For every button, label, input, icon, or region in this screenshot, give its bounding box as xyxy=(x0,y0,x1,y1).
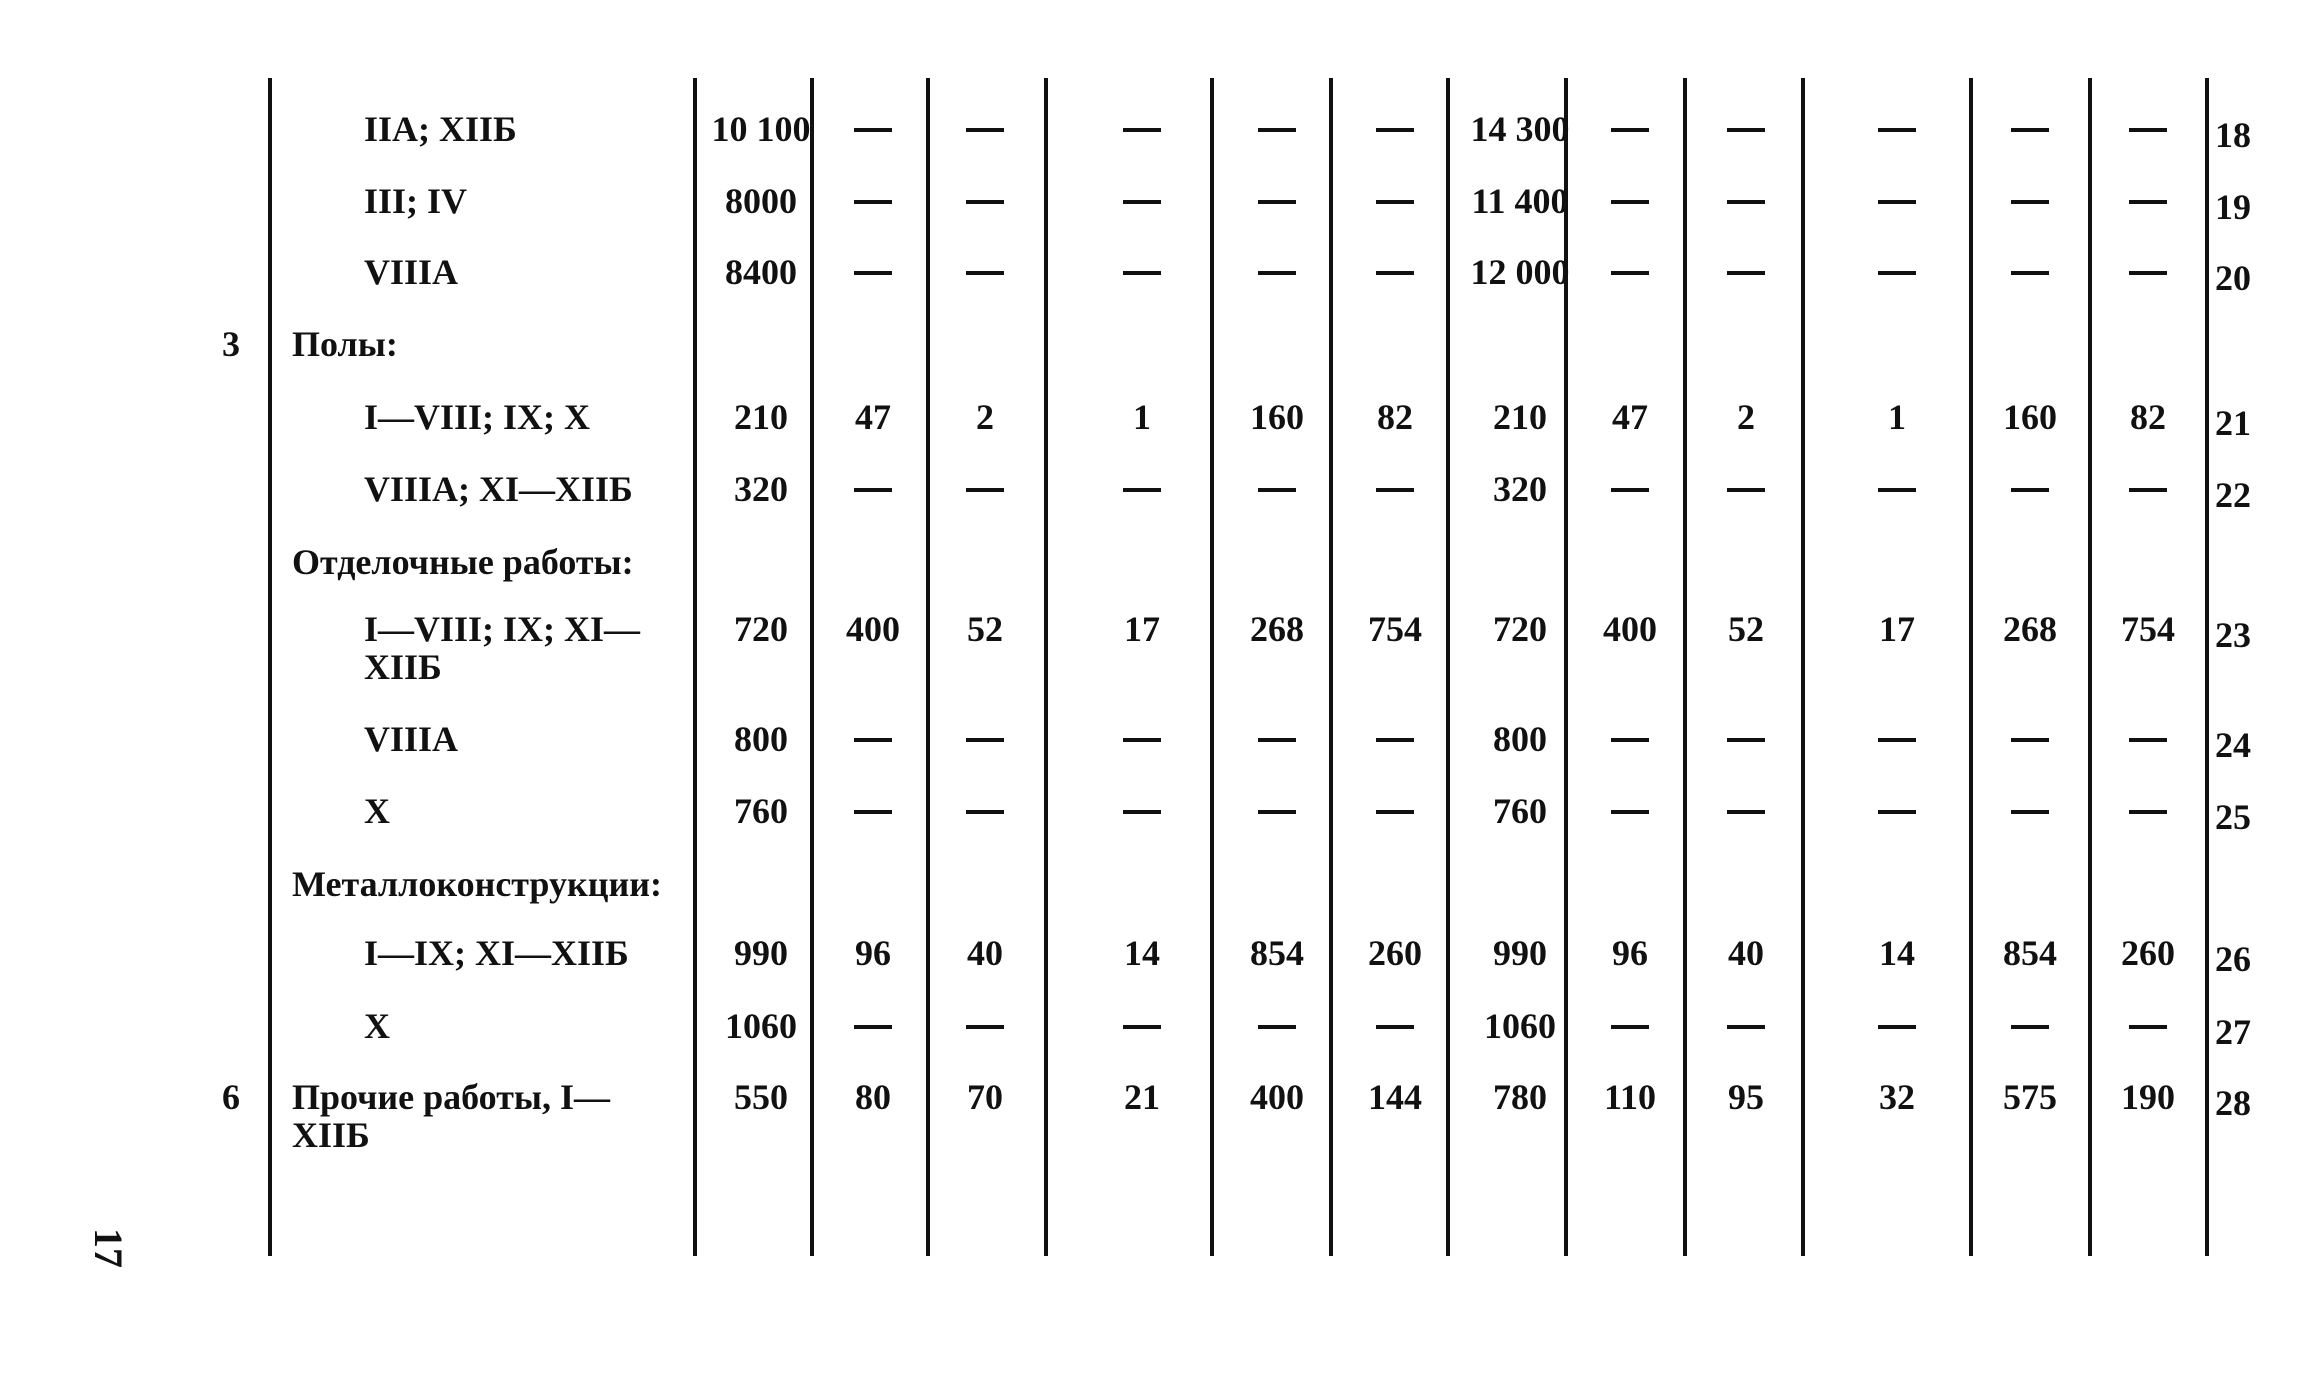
column-rule xyxy=(1210,78,1214,1256)
value-cell: 320 xyxy=(1493,469,1547,509)
value-cell: 320 xyxy=(734,469,788,509)
value-cell: 82 xyxy=(2130,397,2166,437)
dash-cell xyxy=(1970,1007,2090,1029)
row-number: 18 xyxy=(2215,115,2251,155)
dash-cell xyxy=(813,253,933,275)
dash-cell xyxy=(2088,792,2208,814)
value-cell: 854 xyxy=(1250,933,1304,973)
dash-cell xyxy=(1686,182,1806,204)
value-cell: 268 xyxy=(1250,609,1304,649)
dash-mark xyxy=(1258,488,1296,492)
dash-mark xyxy=(1611,200,1649,204)
dash-mark xyxy=(2011,271,2049,275)
dash-mark xyxy=(854,200,892,204)
dash-mark xyxy=(2011,488,2049,492)
dash-cell xyxy=(1082,253,1202,275)
dash-cell xyxy=(2088,182,2208,204)
dash-cell xyxy=(1335,470,1455,492)
column-rule xyxy=(693,78,697,1256)
value-cell: 160 xyxy=(1250,397,1304,437)
dash-mark xyxy=(2011,128,2049,132)
dash-mark xyxy=(2129,738,2167,742)
dash-cell xyxy=(925,110,1045,132)
row-number: 28 xyxy=(2215,1083,2251,1123)
dash-cell xyxy=(1335,253,1455,275)
dash-cell xyxy=(925,182,1045,204)
value-cell: 1060 xyxy=(1484,1006,1556,1046)
value-cell: 21 xyxy=(1124,1077,1160,1117)
dash-cell xyxy=(1837,253,1957,275)
value-cell: 2 xyxy=(1737,397,1755,437)
value-cell: 720 xyxy=(734,609,788,649)
value-cell: 52 xyxy=(967,609,1003,649)
row-number: 25 xyxy=(2215,797,2251,837)
dash-cell xyxy=(1217,110,1337,132)
dash-mark xyxy=(2129,200,2167,204)
value-cell: 550 xyxy=(734,1077,788,1117)
dash-mark xyxy=(1727,128,1765,132)
value-cell: 40 xyxy=(1728,933,1764,973)
value-cell: 760 xyxy=(734,791,788,831)
dash-mark xyxy=(854,128,892,132)
row-number: 21 xyxy=(2215,403,2251,443)
dash-cell xyxy=(1335,1007,1455,1029)
dash-cell xyxy=(1217,253,1337,275)
dash-mark xyxy=(1878,738,1916,742)
dash-cell xyxy=(1837,720,1957,742)
dash-cell xyxy=(1686,792,1806,814)
dash-cell xyxy=(925,792,1045,814)
value-cell: 2 xyxy=(976,397,994,437)
value-cell: 720 xyxy=(1493,609,1547,649)
row-number: 22 xyxy=(2215,475,2251,515)
dash-mark xyxy=(1727,200,1765,204)
dash-mark xyxy=(1123,128,1161,132)
dash-mark xyxy=(2129,810,2167,814)
value-cell: 210 xyxy=(1493,397,1547,437)
dash-cell xyxy=(1335,182,1455,204)
dash-mark xyxy=(1611,271,1649,275)
dash-cell xyxy=(1082,792,1202,814)
row-label: Отделочные работы: xyxy=(292,542,634,582)
dash-mark xyxy=(1376,200,1414,204)
dash-mark xyxy=(1611,1025,1649,1029)
value-cell: 110 xyxy=(1603,1077,1656,1117)
dash-cell xyxy=(1970,792,2090,814)
dash-mark xyxy=(1123,271,1161,275)
value-cell: 990 xyxy=(734,933,788,973)
dash-cell xyxy=(2088,720,2208,742)
dash-cell xyxy=(813,182,933,204)
dash-cell xyxy=(813,792,933,814)
dash-cell xyxy=(925,470,1045,492)
value-cell: 95 xyxy=(1728,1077,1764,1117)
value-cell: 14 300 xyxy=(1470,109,1570,149)
dash-mark xyxy=(966,488,1004,492)
value-cell: 1060 xyxy=(725,1006,797,1046)
value-cell: 14 xyxy=(1879,933,1915,973)
dash-mark xyxy=(966,200,1004,204)
dash-mark xyxy=(966,271,1004,275)
dash-cell xyxy=(1082,182,1202,204)
dash-mark xyxy=(854,1025,892,1029)
dash-cell xyxy=(1686,720,1806,742)
value-cell: 400 xyxy=(1250,1077,1304,1117)
dash-cell xyxy=(1970,182,2090,204)
row-label: VIIIА; XI—XIIБ xyxy=(364,469,633,509)
dash-cell xyxy=(925,1007,1045,1029)
dash-cell xyxy=(1335,792,1455,814)
dash-cell xyxy=(813,720,933,742)
row-label: VIIIА xyxy=(364,719,459,759)
dash-mark xyxy=(1123,200,1161,204)
dash-mark xyxy=(1611,810,1649,814)
dash-mark xyxy=(2129,1025,2167,1029)
dash-cell xyxy=(813,110,933,132)
value-cell: 96 xyxy=(855,933,891,973)
dash-mark xyxy=(1611,128,1649,132)
value-cell: 260 xyxy=(1368,933,1422,973)
dash-cell xyxy=(1335,720,1455,742)
dash-mark xyxy=(1611,738,1649,742)
dash-mark xyxy=(854,738,892,742)
row-label: X xyxy=(364,791,390,831)
dash-mark xyxy=(1376,1025,1414,1029)
value-cell: 47 xyxy=(855,397,891,437)
dash-mark xyxy=(1123,488,1161,492)
value-cell: 1 xyxy=(1133,397,1151,437)
dash-mark xyxy=(854,271,892,275)
dash-cell xyxy=(1686,1007,1806,1029)
dash-mark xyxy=(1727,738,1765,742)
value-cell: 190 xyxy=(2121,1077,2175,1117)
value-cell: 575 xyxy=(2003,1077,2057,1117)
dash-mark xyxy=(2011,1025,2049,1029)
value-cell: 80 xyxy=(855,1077,891,1117)
dash-cell xyxy=(2088,253,2208,275)
value-cell: 210 xyxy=(734,397,788,437)
row-number: 27 xyxy=(2215,1012,2251,1052)
value-cell: 52 xyxy=(1728,609,1764,649)
dash-mark xyxy=(966,738,1004,742)
dash-mark xyxy=(1376,488,1414,492)
row-label: IIА; XIIБ xyxy=(364,109,517,149)
page-number: 17 xyxy=(86,1228,131,1268)
dash-cell xyxy=(925,253,1045,275)
dash-mark xyxy=(1376,271,1414,275)
dash-mark xyxy=(1878,488,1916,492)
value-cell: 754 xyxy=(1368,609,1422,649)
dash-mark xyxy=(1878,810,1916,814)
dash-mark xyxy=(966,128,1004,132)
dash-mark xyxy=(1727,488,1765,492)
value-cell: 754 xyxy=(2121,609,2175,649)
value-cell: 14 xyxy=(1124,933,1160,973)
dash-mark xyxy=(1376,738,1414,742)
dash-cell xyxy=(1570,720,1690,742)
row-number: 20 xyxy=(2215,258,2251,298)
dash-cell xyxy=(1217,720,1337,742)
dash-mark xyxy=(1878,271,1916,275)
dash-mark xyxy=(1376,128,1414,132)
value-cell: 17 xyxy=(1124,609,1160,649)
dash-cell xyxy=(1082,720,1202,742)
dash-cell xyxy=(1570,470,1690,492)
dash-mark xyxy=(2129,128,2167,132)
value-cell: 47 xyxy=(1612,397,1648,437)
value-cell: 268 xyxy=(2003,609,2057,649)
dash-mark xyxy=(1611,488,1649,492)
dash-cell xyxy=(1335,110,1455,132)
dash-mark xyxy=(1258,1025,1296,1029)
value-cell: 1 xyxy=(1888,397,1906,437)
value-cell: 144 xyxy=(1368,1077,1422,1117)
value-cell: 760 xyxy=(1493,791,1547,831)
value-cell: 10 100 xyxy=(711,109,811,149)
dash-cell xyxy=(813,470,933,492)
dash-mark xyxy=(1258,810,1296,814)
section-number: 6 xyxy=(222,1077,240,1117)
dash-mark xyxy=(1123,810,1161,814)
dash-cell xyxy=(1970,720,2090,742)
dash-cell xyxy=(1217,792,1337,814)
row-number: 26 xyxy=(2215,939,2251,979)
dash-cell xyxy=(1970,110,2090,132)
value-cell: 780 xyxy=(1493,1077,1547,1117)
value-cell: 40 xyxy=(967,933,1003,973)
value-cell: 400 xyxy=(846,609,900,649)
dash-cell xyxy=(1837,470,1957,492)
dash-mark xyxy=(1878,128,1916,132)
row-label: III; IV xyxy=(364,181,468,221)
row-number: 24 xyxy=(2215,725,2251,765)
dash-cell xyxy=(1082,110,1202,132)
dash-cell xyxy=(1837,1007,1957,1029)
dash-cell xyxy=(1837,792,1957,814)
dash-cell xyxy=(2088,110,2208,132)
dash-cell xyxy=(1217,182,1337,204)
dash-cell xyxy=(1970,470,2090,492)
dash-mark xyxy=(2129,271,2167,275)
dash-mark xyxy=(2129,488,2167,492)
dash-cell xyxy=(1686,470,1806,492)
row-number: 19 xyxy=(2215,187,2251,227)
dash-cell xyxy=(1570,792,1690,814)
dash-mark xyxy=(1878,1025,1916,1029)
dash-cell xyxy=(1570,253,1690,275)
value-cell: 82 xyxy=(1377,397,1413,437)
dash-cell xyxy=(1837,182,1957,204)
value-cell: 11 400 xyxy=(1471,181,1569,221)
value-cell: 8400 xyxy=(725,252,797,292)
dash-mark xyxy=(1123,1025,1161,1029)
row-label: Прочие работы, I— XIIБ xyxy=(292,1077,610,1155)
dash-cell xyxy=(813,1007,933,1029)
dash-mark xyxy=(1123,738,1161,742)
dash-cell xyxy=(1837,110,1957,132)
row-label: Полы: xyxy=(292,324,398,364)
dash-mark xyxy=(854,488,892,492)
row-label: Металлоконструкции: xyxy=(292,864,662,904)
dash-mark xyxy=(2011,200,2049,204)
dash-cell xyxy=(1082,1007,1202,1029)
dash-cell xyxy=(1082,470,1202,492)
dash-mark xyxy=(966,1025,1004,1029)
value-cell: 17 xyxy=(1879,609,1915,649)
value-cell: 990 xyxy=(1493,933,1547,973)
value-cell: 32 xyxy=(1879,1077,1915,1117)
dash-mark xyxy=(2011,738,2049,742)
dash-mark xyxy=(1878,200,1916,204)
dash-mark xyxy=(1258,271,1296,275)
row-label: I—IX; XI—XIIБ xyxy=(364,933,629,973)
dash-mark xyxy=(1376,810,1414,814)
row-label: X xyxy=(364,1006,390,1046)
section-number: 3 xyxy=(222,324,240,364)
dash-mark xyxy=(1258,200,1296,204)
dash-cell xyxy=(1570,182,1690,204)
dash-cell xyxy=(2088,1007,2208,1029)
value-cell: 400 xyxy=(1603,609,1657,649)
dash-cell xyxy=(925,720,1045,742)
dash-cell xyxy=(1217,1007,1337,1029)
value-cell: 160 xyxy=(2003,397,2057,437)
dash-cell xyxy=(1570,110,1690,132)
dash-cell xyxy=(2088,470,2208,492)
value-cell: 12 000 xyxy=(1470,252,1570,292)
dash-mark xyxy=(1727,810,1765,814)
dash-mark xyxy=(1727,271,1765,275)
dash-cell xyxy=(1570,1007,1690,1029)
value-cell: 800 xyxy=(1493,719,1547,759)
dash-cell xyxy=(1970,253,2090,275)
row-number: 23 xyxy=(2215,615,2251,655)
dash-cell xyxy=(1686,110,1806,132)
row-label: I—VIII; IX; X xyxy=(364,397,591,437)
row-label: I—VIII; IX; XI— XIIБ xyxy=(364,609,641,687)
value-cell: 854 xyxy=(2003,933,2057,973)
value-cell: 96 xyxy=(1612,933,1648,973)
dash-mark xyxy=(1727,1025,1765,1029)
value-cell: 70 xyxy=(967,1077,1003,1117)
value-cell: 800 xyxy=(734,719,788,759)
value-cell: 260 xyxy=(2121,933,2175,973)
dash-cell xyxy=(1686,253,1806,275)
dash-mark xyxy=(1258,128,1296,132)
dash-cell xyxy=(1217,470,1337,492)
dash-mark xyxy=(966,810,1004,814)
dash-mark xyxy=(1258,738,1296,742)
column-rule xyxy=(268,78,272,1256)
dash-mark xyxy=(854,810,892,814)
row-label: VIIIА xyxy=(364,252,459,292)
value-cell: 8000 xyxy=(725,181,797,221)
dash-mark xyxy=(2011,810,2049,814)
